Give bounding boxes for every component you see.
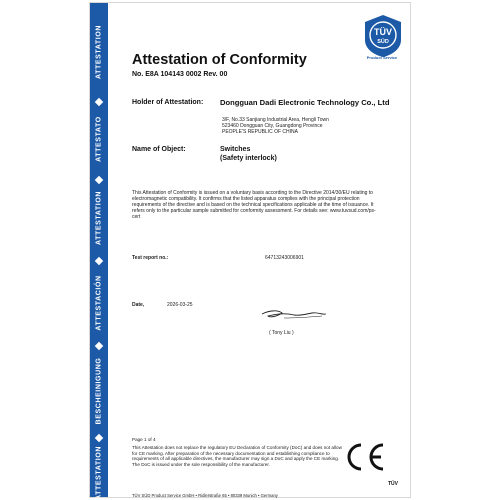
sidebar-word: ATTESTATO bbox=[95, 116, 103, 162]
address-line: PEOPLE'S REPUBLIC OF CHINA bbox=[222, 129, 298, 135]
page-title: Attestation of Conformity bbox=[132, 52, 307, 68]
test-report-value: 64713243006901 bbox=[265, 255, 304, 261]
signatory-name: ( Tony Liu ) bbox=[269, 330, 294, 336]
diamond-icon bbox=[95, 257, 103, 265]
object-detail: (Safety interlock) bbox=[220, 155, 277, 162]
ce-mark-icon bbox=[343, 441, 389, 473]
object-name: Switches bbox=[220, 146, 251, 153]
sidebar-band bbox=[90, 3, 108, 500]
logo-subtext: SÜD bbox=[377, 39, 389, 45]
attestation-paragraph: This Attestation of Conformity is issued on a voluntary basis according to the Directive 2014/30/EU relating to electromagnetic compatibility. It confirms that the listed apparatus complies with the principal protection requirements of the directive and is based on the technical specifications applicable at the time of issuance. It refers only to the particular sample submitted for conformity assessment. For details see: www.tuvsud.com/ps-cert bbox=[132, 190, 376, 220]
sidebar-word: ATTESTATION bbox=[95, 190, 103, 246]
logo-caption: Product Service bbox=[366, 55, 398, 60]
object-label: Name of Object: bbox=[132, 146, 186, 153]
holder-label: Holder of Attestation: bbox=[132, 99, 204, 106]
date-label: Date, bbox=[132, 302, 145, 308]
footer-address: TÜV SÜD Product Service GmbH • Ridlerstraße 65 • 80339 Munich • Germany bbox=[132, 493, 278, 498]
address-line: 523460 Dongguan City, Guangdong Province bbox=[222, 123, 323, 129]
sidebar-word: ATTESTACIÓN bbox=[95, 275, 103, 331]
sidebar-word: ATTESTATION bbox=[95, 445, 103, 500]
certificate-number: No. E8A 104143 0002 Rev. 00 bbox=[132, 71, 228, 78]
page-number: Page 1 of 4 bbox=[132, 437, 156, 442]
diamond-icon bbox=[95, 434, 103, 442]
address-line: 3/F, No.33 Sanjiang Industrial Area, Hengli Town bbox=[222, 117, 329, 123]
sidebar-word: ATTESTATION bbox=[95, 24, 103, 80]
tuv-mark: TÜV bbox=[388, 481, 398, 487]
tuv-logo-icon bbox=[362, 13, 404, 59]
diamond-icon bbox=[95, 342, 103, 350]
logo-text: TÜV bbox=[374, 27, 392, 37]
date-value: 2026-03-25 bbox=[167, 302, 193, 308]
signature-icon bbox=[260, 304, 350, 326]
certificate-page bbox=[89, 2, 411, 498]
sidebar-word: BESCHEINIGUNG bbox=[95, 357, 103, 425]
diamond-icon bbox=[95, 98, 103, 106]
diamond-icon bbox=[95, 176, 103, 184]
test-report-label: Test report no.: bbox=[132, 255, 169, 261]
footer-paragraph: This Attestation does not replace the regulatory EU Declaration of Conformity (DoC) and does not allow for CE marking. After preparation of the necessary documentation and establishing compliance to requirements of all applicable directives, the manufacturer may sign a DoC and apply the CE marking. The DoC is issued under the sole responsibility of the manufacturer. bbox=[132, 445, 342, 467]
holder-name: Dongguan Dadi Electronic Technology Co., Ltd bbox=[220, 98, 390, 107]
